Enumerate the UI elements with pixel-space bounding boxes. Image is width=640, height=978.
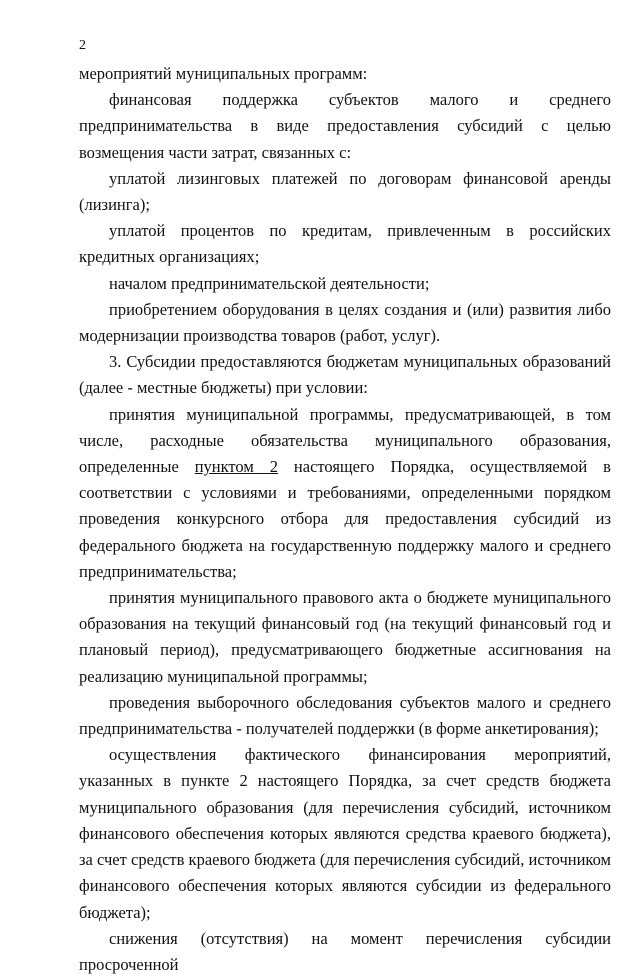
- paragraph: принятия муниципального правового акта о бюджете муниципального образования на текущий финансовый год (на текущий финансовый год и плановый период), предусматривающего бюджетные ассигнования на реализацию муниципальной программы;: [79, 588, 611, 686]
- paragraph: уплатой лизинговых платежей по договорам финансовой аренды (лизинга);: [79, 168, 611, 215]
- paragraph: началом предпринимательской деятельности;: [109, 273, 430, 293]
- paragraph: мероприятий муниципальных программ:: [79, 64, 368, 83]
- paragraph: проведения выборочного обследования субъектов малого и среднего предпринимательства - получателей поддержки (в форме анкетирования);: [79, 692, 611, 739]
- paragraph: финансовая поддержка субъектов малого и среднего предпринимательства в виде предоставления субсидий с целью возмещения части затрат, связанных с:: [79, 90, 611, 162]
- paragraph-text: настоящего Порядка, осуществляемой в соответствии с условиями и требованиями, определенными порядком проведения конкурсного отбора для предоставления субсидий из федерального бюджета на государственную поддержку малого и среднего предпринимательства;: [79, 457, 611, 581]
- paragraph-text: принятия муниципальной программы, предусматривающей, в том числе, расходные обязательства муниципального образования, определенные: [79, 404, 611, 477]
- paragraph: 3. Субсидии предоставляются бюджетам муниципальных образований (далее - местные бюджеты) при условии:: [79, 352, 611, 398]
- paragraph: снижения (отсутствия) на момент перечисления субсидии просроченной: [79, 928, 611, 974]
- document-body: [79, 61, 611, 978]
- page-number: 2: [79, 38, 86, 53]
- paragraph: приобретением оборудования в целях создания и (или) развития либо модернизации производства товаров (работ, услуг).: [79, 299, 611, 346]
- point-2-link[interactable]: пунктом 2: [194, 457, 278, 477]
- paragraph-with-link: [79, 402, 611, 585]
- paragraph: уплатой процентов по кредитам, привлеченным в российских кредитных организациях;: [79, 221, 611, 267]
- paragraph: осуществления фактического финансирования мероприятий, указанных в пункте 2 настоящего Порядка, за счет средств бюджета муниципального образования (для перечисления субсидий, источником финансового обеспечения которых являются средства краевого бюджета), за счет средств краевого бюджета (для перечисления субсидий, источником финансового обеспечения которых являются субсидии из федерального бюджета);: [79, 745, 611, 922]
